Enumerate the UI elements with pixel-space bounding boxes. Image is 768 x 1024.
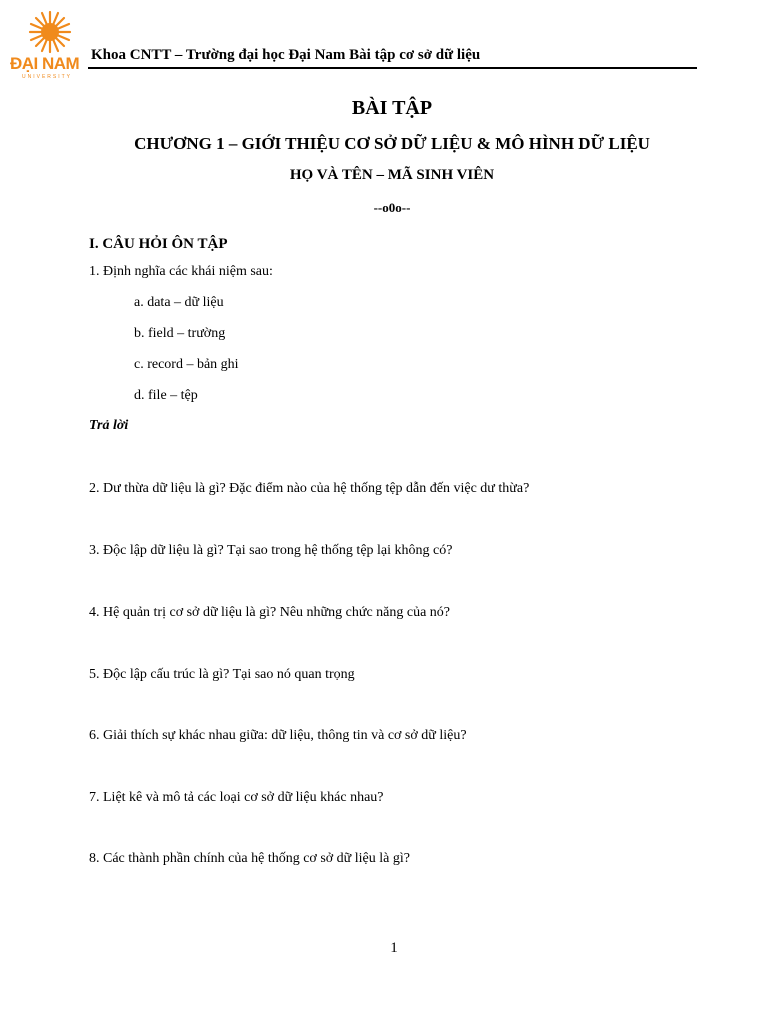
question-1-item-a: a. data – dữ liệu bbox=[134, 295, 224, 310]
question-5: 5. Độc lập cấu trúc là gì? Tại sao nó quan trọng bbox=[89, 667, 355, 682]
question-2: 2. Dư thừa dữ liệu là gì? Đặc điểm nào của hệ thống tệp dẫn đến việc dư thừa? bbox=[89, 481, 530, 496]
section-heading: I. CÂU HỎI ÔN TẬP bbox=[89, 236, 228, 252]
question-3: 3. Độc lập dữ liệu là gì? Tại sao trong hệ thống tệp lại không có? bbox=[89, 543, 453, 558]
sun-logo-icon bbox=[28, 10, 72, 54]
question-6: 6. Giải thích sự khác nhau giữa: dữ liệu, thông tin và cơ sở dữ liệu? bbox=[89, 728, 467, 743]
logo-subtitle: UNIVERSITY bbox=[22, 74, 73, 80]
question-1-item-c: c. record – bản ghi bbox=[134, 357, 239, 372]
page-header: Khoa CNTT – Trường đại học Đại Nam Bài tập cơ sở dữ liệu bbox=[91, 47, 481, 63]
logo-wordmark: ĐẠI NAM bbox=[10, 54, 80, 73]
question-4: 4. Hệ quản trị cơ sở dữ liệu là gì? Nêu những chức năng của nó? bbox=[89, 605, 451, 620]
header-divider bbox=[88, 67, 697, 69]
student-info-line: HỌ VÀ TÊN – MÃ SINH VIÊN bbox=[289, 167, 495, 183]
question-1-item-d: d. file – tệp bbox=[134, 388, 198, 403]
question-1: 1. Định nghĩa các khái niệm sau: bbox=[89, 264, 273, 279]
title-separator: --o0o-- bbox=[373, 200, 411, 215]
answer-label: Trả lời bbox=[89, 418, 129, 433]
question-7: 7. Liệt kê và mô tả các loại cơ sở dữ liệu khác nhau? bbox=[89, 790, 384, 805]
question-8: 8. Các thành phần chính của hệ thống cơ sở dữ liệu là gì? bbox=[89, 851, 410, 866]
chapter-title: CHƯƠNG 1 – GIỚI THIỆU CƠ SỞ DỮ LIỆU & MÔ HÌNH DỮ LIỆU bbox=[134, 134, 650, 153]
question-1-item-b: b. field – trường bbox=[134, 326, 226, 341]
page-number: 1 bbox=[390, 940, 398, 956]
university-logo bbox=[8, 10, 92, 80]
document-title: BÀI TẬP bbox=[351, 97, 433, 119]
